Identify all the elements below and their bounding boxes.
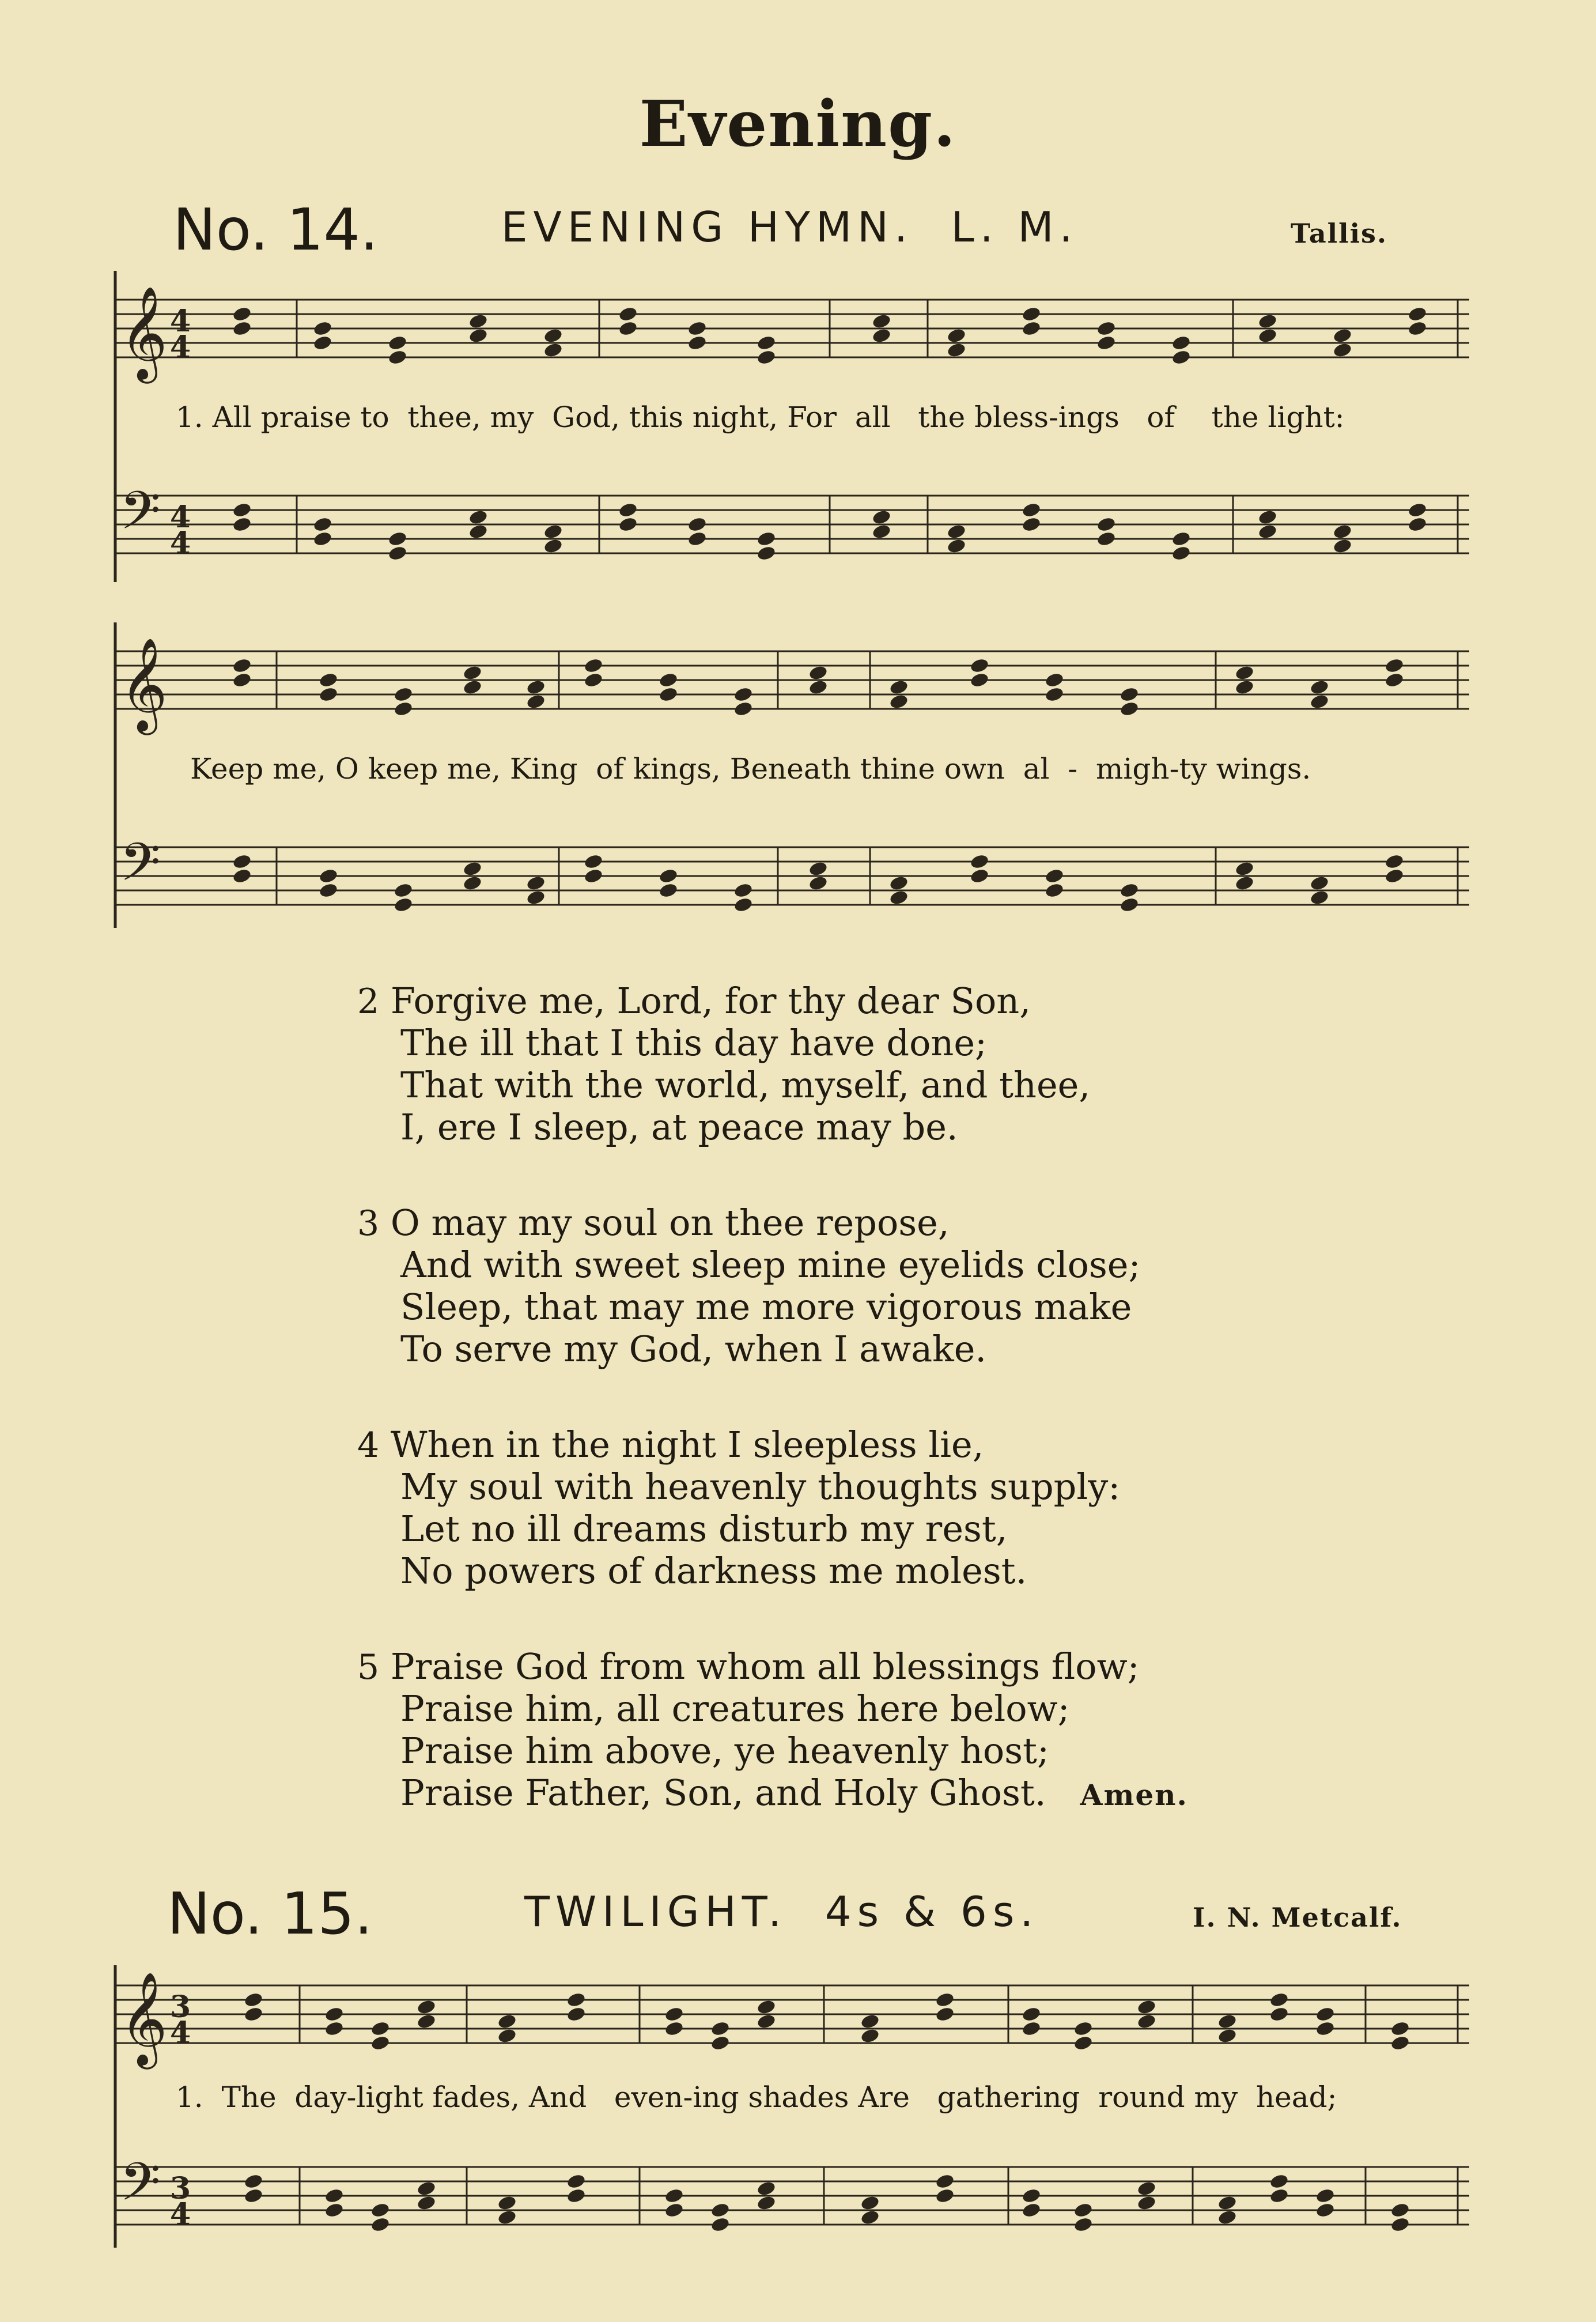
verse-3-line-2: And with sweet sleep mine eyelids close; xyxy=(400,1244,1141,1286)
notehead xyxy=(756,1999,776,2015)
hymn-15-lyric-line-1: 1. The day-light fades, And even-ing shades Are gathering round my head; xyxy=(176,2081,1337,2114)
verse-4-line-3: Let no ill dreams disturb my rest, xyxy=(400,1508,1008,1550)
notehead xyxy=(664,2202,684,2218)
notehead xyxy=(1390,2020,1410,2037)
notehead xyxy=(1269,2006,1289,2022)
verse-5-line-4: Praise Father, Son, and Holy Ghost. xyxy=(400,1772,1046,1814)
svg-text:𝄞: 𝄞 xyxy=(120,286,168,380)
notehead xyxy=(1136,2013,1156,2030)
hymn-14-composer: Tallis. xyxy=(1291,218,1387,249)
notehead xyxy=(1269,1991,1289,2008)
notehead xyxy=(756,2180,776,2197)
notehead xyxy=(243,1991,263,2008)
verse-2-line-1: Forgive me, Lord, for thy dear Son, xyxy=(390,980,1031,1022)
notehead xyxy=(243,2173,263,2189)
notehead xyxy=(1269,2173,1289,2189)
notehead xyxy=(1136,1999,1156,2015)
notehead xyxy=(935,2006,955,2022)
notehead xyxy=(935,1991,955,2008)
notehead xyxy=(243,2006,263,2022)
hymn-14-title: EVENING HYMN. L. M. xyxy=(501,203,1079,251)
notehead xyxy=(416,2180,436,2197)
section-title: Evening. xyxy=(639,86,957,161)
svg-text:4: 4 xyxy=(170,2015,191,2051)
amen: Amen. xyxy=(1080,1778,1188,1812)
verse-5-line-1: Praise God from whom all blessings flow; xyxy=(390,1645,1140,1687)
notehead xyxy=(1073,2020,1093,2037)
hymn-14-lyric-line-1: 1. All praise to thee, my God, this night, For all the bless-ings of the light: xyxy=(176,401,1345,434)
notehead xyxy=(710,2202,730,2218)
verse-5-line-2: Praise him, all creatures here below; xyxy=(400,1687,1070,1730)
notehead xyxy=(566,1991,586,2008)
notehead xyxy=(1073,2034,1093,2051)
notehead xyxy=(324,2020,344,2037)
verse-2-line-3: That with the world, myself, and thee, xyxy=(400,1064,1091,1106)
notehead xyxy=(710,2020,730,2037)
notehead xyxy=(710,2216,730,2233)
notehead xyxy=(1217,2013,1237,2030)
notehead xyxy=(1217,2027,1237,2044)
notehead xyxy=(370,2202,390,2218)
svg-text:4: 4 xyxy=(170,2197,191,2232)
svg-text:4: 4 xyxy=(170,500,191,535)
verse-2-number: 2 xyxy=(357,981,380,1022)
notehead xyxy=(243,2187,263,2204)
notehead xyxy=(1390,2202,1410,2218)
svg-text:3: 3 xyxy=(170,2171,191,2206)
notehead xyxy=(710,2034,730,2051)
svg-text:𝄞: 𝄞 xyxy=(120,637,168,731)
verse-3-line-3: Sleep, that may me more vigorous make xyxy=(400,1286,1132,1328)
hymn-14-lyric-line-2: Keep me, O keep me, King of kings, Beneath thine own al - migh-ty wings. xyxy=(190,752,1311,786)
verse-5-number: 5 xyxy=(357,1647,380,1687)
notehead xyxy=(1021,2187,1041,2204)
verse-4-line-4: No powers of darkness me molest. xyxy=(400,1550,1027,1592)
notehead xyxy=(1269,2187,1289,2204)
notehead xyxy=(1390,2216,1410,2233)
notehead xyxy=(416,1999,436,2015)
notehead xyxy=(935,2173,955,2189)
notehead xyxy=(1217,2209,1237,2226)
verse-4-line-2: My soul with heavenly thoughts supply: xyxy=(400,1466,1121,1508)
notehead xyxy=(664,2020,684,2037)
notehead xyxy=(566,2187,586,2204)
verse-4-line-1: When in the night I sleepless lie, xyxy=(390,1424,984,1466)
verse-2-line-2: The ill that I this day have done; xyxy=(400,1022,987,1064)
verse-3-line-4: To serve my God, when I awake. xyxy=(400,1328,987,1370)
notehead xyxy=(664,2187,684,2204)
notehead xyxy=(1315,2020,1335,2037)
notehead xyxy=(1315,2202,1335,2218)
notehead xyxy=(566,2006,586,2022)
notehead xyxy=(497,2013,517,2030)
notehead xyxy=(860,2209,880,2226)
notehead xyxy=(566,2173,586,2189)
svg-text:4: 4 xyxy=(170,304,191,339)
notehead xyxy=(416,2013,436,2030)
notehead xyxy=(1136,2195,1156,2211)
notehead xyxy=(935,2187,955,2204)
verse-3-line-1: O may my soul on thee repose, xyxy=(390,1202,950,1244)
notehead xyxy=(1021,2202,1041,2218)
notehead xyxy=(1217,2195,1237,2211)
verse-5-line-3: Praise him above, ye heavenly host; xyxy=(400,1730,1049,1772)
verse-3-number: 3 xyxy=(357,1203,380,1244)
notehead xyxy=(1073,2216,1093,2233)
svg-text:3: 3 xyxy=(170,1989,191,2025)
notehead xyxy=(324,2202,344,2218)
notehead xyxy=(1021,2020,1041,2037)
svg-text:𝄢: 𝄢 xyxy=(120,480,161,554)
hymn-15-number: No. 15. xyxy=(167,1880,373,1947)
svg-text:𝄢: 𝄢 xyxy=(120,2151,161,2225)
notehead xyxy=(497,2195,517,2211)
notehead xyxy=(756,2195,776,2211)
notehead xyxy=(1315,2006,1335,2022)
notehead xyxy=(497,2209,517,2226)
svg-text:𝄢: 𝄢 xyxy=(120,832,161,905)
notehead xyxy=(1315,2187,1335,2204)
notehead xyxy=(1136,2180,1156,2197)
notehead xyxy=(416,2195,436,2211)
verse-4-number: 4 xyxy=(357,1425,380,1466)
svg-text:4: 4 xyxy=(170,330,191,365)
verse-2-line-4: I, ere I sleep, at peace may be. xyxy=(400,1106,958,1148)
notehead xyxy=(860,2195,880,2211)
notehead xyxy=(756,2013,776,2030)
notehead xyxy=(664,2006,684,2022)
notehead xyxy=(1021,2006,1041,2022)
hymn-14-number: No. 14. xyxy=(173,196,379,263)
hymn-15-title: TWILIGHT. 4s & 6s. xyxy=(524,1887,1039,1936)
svg-text:𝄞: 𝄞 xyxy=(120,1972,168,2066)
notehead xyxy=(370,2034,390,2051)
notehead xyxy=(860,2027,880,2044)
notehead xyxy=(324,2006,344,2022)
notehead xyxy=(324,2187,344,2204)
hymn-15-composer: I. N. Metcalf. xyxy=(1193,1902,1402,1933)
svg-text:4: 4 xyxy=(170,526,191,561)
notehead xyxy=(370,2216,390,2233)
notehead xyxy=(497,2027,517,2044)
notehead xyxy=(370,2020,390,2037)
notehead xyxy=(1073,2202,1093,2218)
notehead xyxy=(1390,2034,1410,2051)
notehead xyxy=(860,2013,880,2030)
